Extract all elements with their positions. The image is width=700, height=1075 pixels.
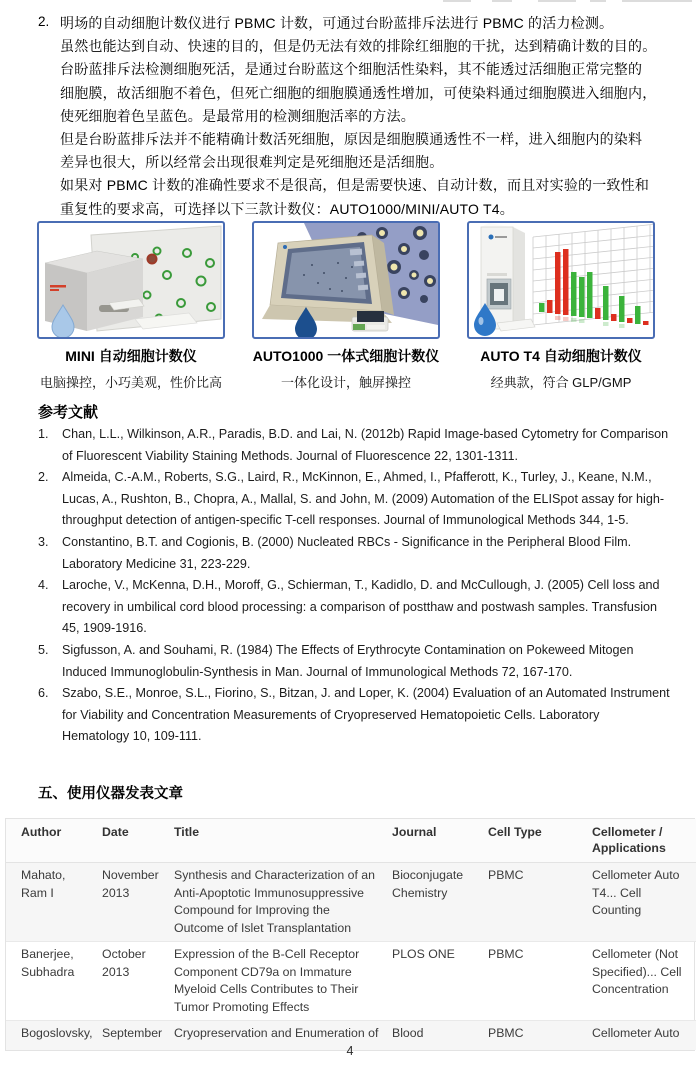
reference-item: [38, 424, 670, 467]
intro-line: 台盼蓝排斥法检测细胞死活，是通过台盼蓝这个细胞活性染料，其不能透过活细胞正常完整的: [60, 61, 643, 78]
intro-line: 使死细胞着色呈蓝色。是最常用的检测细胞活率的方法。: [60, 107, 415, 124]
cell-cell-type: PBMC: [488, 868, 524, 882]
cell-title: Expression of the B-Cell Receptor Component CD79a on Immature Myeloid Cells Contributes to Their Tumor Promoting Effects: [166, 942, 384, 1021]
references-heading: 参考文献: [38, 404, 99, 421]
product-title: AUTO1000 一体式细胞计数仪: [252, 348, 440, 364]
reference-number: 6.: [38, 686, 49, 701]
intro-line: 差异也很大，所以经常会出现很难判定是死细胞还是活细胞。: [60, 154, 444, 171]
mini-counter-illustration: [39, 223, 223, 337]
reference-number: 4.: [38, 578, 49, 593]
col-header-cell-type: Cell Type: [480, 819, 584, 863]
artifact-dash: [538, 0, 576, 2]
references-list: [38, 424, 670, 748]
publications-table: [5, 818, 695, 1051]
reference-number: 2.: [38, 470, 49, 485]
col-header-title: Title: [166, 819, 384, 863]
reference-number: 5.: [38, 642, 49, 657]
col-header-cellometer: Cellometer / Applications: [584, 819, 696, 863]
cell-title: Synthesis and Characterization of an Anti-Apoptotic Immunosuppressive Compound for Improving the Outcome of Islet Transplantation: [174, 868, 375, 935]
auto1000-counter-illustration: [254, 223, 438, 337]
publications-heading: 五、使用仪器发表文章: [38, 786, 183, 802]
cell-author: Mahato, Ram I: [21, 868, 66, 900]
reference-number: 3.: [38, 534, 49, 549]
cell-cell-type: PBMC: [480, 1021, 584, 1051]
intro-line: 重复性的要求高，可选择以下三款计数仪：AUTO1000/MINI/AUTO T4。: [60, 200, 514, 217]
artifact-dash: [590, 0, 606, 2]
mini-counter-photo: [37, 221, 225, 339]
cell-cellometer: Cellometer Auto T4... Cell Counting: [592, 868, 680, 917]
intro-line: 明场的自动细胞计数仪进行 PBMC 计数，可通过台盼蓝排斥法进行 PBMC 的活力检测。: [60, 15, 614, 31]
cell-author: Banerjee, Subhadra: [6, 942, 94, 1021]
cell-date: October 2013: [94, 942, 166, 1021]
product-auto-t4: [467, 221, 655, 391]
auto1000-counter-photo: [252, 221, 440, 339]
artifact-dash: [622, 0, 692, 2]
product-mini: [37, 221, 225, 391]
product-gallery: [37, 221, 655, 391]
reference-item: [38, 575, 670, 640]
reference-item: [38, 640, 670, 683]
intro-line: 细胞膜，故活细胞不着色，但死亡细胞的细胞膜通透性增加，可使染料通过细胞膜进入细胞内，: [60, 84, 657, 101]
product-subtitle: 电脑操控，小巧美观，性价比高: [39, 375, 222, 390]
reference-text: Sigfusson, A. and Souhami, R. (1984) The Effects of Erythrocyte Contamination on Pokeweed Mitogen Induced Immunoglobulin-Synthesis in Man. Journal of Immunological Methods 72, 167-170.: [62, 642, 634, 679]
reference-item: [38, 467, 670, 532]
cell-author: Bogoslovsky,: [6, 1021, 94, 1051]
artifact-dash: [492, 0, 512, 2]
product-subtitle: 经典款，符合 GLP/GMP: [490, 375, 632, 390]
col-header-date: Date: [94, 819, 166, 863]
intro-line: 但是台盼蓝排斥法并不能精确计数活死细胞，原因是细胞膜通透性不一样，进入细胞内的染料: [60, 131, 643, 148]
intro-line: 虽然也能达到自动、快速的目的，但是仍无法有效的排除红细胞的干扰，达到精确计数的目的。: [60, 38, 657, 55]
cell-journal: Bioconjugate Chemistry: [392, 868, 464, 900]
reference-item: [38, 683, 670, 748]
cell-date: September: [94, 1021, 166, 1051]
table-row: [6, 863, 696, 942]
table-row: [6, 942, 696, 1021]
reference-text: Szabo, S.E., Monroe, S.L., Fiorino, S., Bitzan, J. and Loper, K. (2004) Evaluation of an Automated Instrument for Viability and Concentration Measurements of Cryopreserved Hematopoietic Cells. Laboratory Hematology 10, 109-111.: [62, 686, 670, 744]
reference-text: Constantino, B.T. and Cogionis, B. (2000) Nucleated RBCs - Significance in the Peripheral Blood Film. Laboratory Medicine 31, 223-229.: [62, 534, 632, 571]
reference-text: Chan, L.L., Wilkinson, A.R., Paradis, B.D. and Lai, N. (2012b) Rapid Image-based Cytometry for Comparison of Fluorescent Viability Staining Methods. Journal of Fluorescence 22, 1301-1311.: [62, 427, 669, 463]
reference-text: Laroche, V., McKenna, D.H., Moroff, G., Schierman, T., Kadidlo, D. and McCullough, J. (2005) Cell loss and recovery in umbilical cord blood processing: a comparison of postthaw and postwash samples. Transfusion 45, 1909-1916.: [62, 578, 660, 636]
cell-cell-type: PBMC: [480, 942, 584, 1021]
cell-journal: PLOS ONE: [384, 942, 480, 1021]
product-subtitle: 一体化设计，触屏操控: [280, 375, 411, 390]
cell-cellometer: Cellometer (Not Specified)... Cell Concentration: [584, 942, 696, 1021]
product-title: MINI 自动细胞计数仪: [65, 348, 197, 364]
col-header-author: Author: [6, 819, 94, 863]
cell-journal: Blood: [384, 1021, 480, 1051]
cell-title: Cryopreservation and Enumeration of: [166, 1021, 384, 1051]
reference-number: 1.: [38, 427, 49, 441]
auto-t4-counter-illustration: [469, 223, 653, 337]
intro-paragraph: [60, 12, 676, 221]
artifact-dash: [443, 0, 471, 2]
product-auto1000: [252, 221, 440, 391]
reference-item: [38, 532, 670, 575]
reference-text: Almeida, C.-A.M., Roberts, S.G., Laird, R., McKinnon, E., Ahmed, I., Pfafferott, K., Turley, J., Keane, N.M., Lucas, A., Rushton, B., Chopra, A., Mallal, S. and John, M. (2009) Automation of the ELISpot assay for high-throughput detection of antigen-specific T-cell responses. Journal of Immunological Methods 344, 1-5.: [62, 470, 665, 528]
table-header-row: [6, 819, 696, 863]
cell-cellometer: Cellometer Auto: [584, 1021, 696, 1051]
auto-t4-counter-photo: [467, 221, 655, 339]
intro-line: 如果对 PBMC 计数的准确性要求不是很高，但是需要快速、自动计数，而且对实验的一致性和: [60, 177, 650, 194]
cell-date: November 2013: [102, 868, 159, 900]
list-item-number: 2.: [38, 14, 50, 29]
product-title: AUTO T4 自动细胞计数仪: [480, 348, 642, 364]
col-header-journal: Journal: [384, 819, 480, 863]
page-number: 4: [346, 1044, 354, 1058]
